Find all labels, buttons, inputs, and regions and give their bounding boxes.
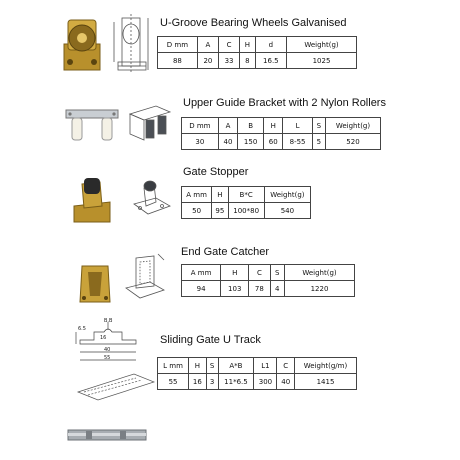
col-header: Weight(g) — [287, 37, 357, 53]
col-header: B — [238, 118, 264, 134]
col-header: H — [221, 265, 249, 281]
end-gate-catcher-photo — [78, 262, 114, 306]
table-header-row — [182, 118, 381, 134]
table-cell: 33 — [219, 53, 240, 69]
table-row — [182, 134, 381, 150]
section-title-u-track: Sliding Gate U Track — [160, 334, 261, 346]
u-track-section-drawing — [74, 318, 154, 366]
table-cell: 16 — [189, 374, 206, 390]
table-cell: 1220 — [285, 281, 355, 297]
col-header: H — [212, 187, 228, 203]
upper-guide-bracket-drawing — [126, 104, 174, 144]
col-header: A — [218, 118, 237, 134]
col-header: A mm — [182, 187, 212, 203]
dim-label: 55 — [104, 355, 111, 361]
spec-table-gate-stopper — [181, 186, 311, 219]
spec-table-u-track — [157, 357, 357, 390]
upper-guide-bracket-photo — [64, 106, 120, 146]
table-cell: 88 — [158, 53, 198, 69]
table-cell: 520 — [325, 134, 380, 150]
u-groove-wheel-photo — [60, 14, 106, 76]
col-header: Weight(g/m) — [295, 358, 357, 374]
table-cell: 3 — [206, 374, 218, 390]
table-header-row — [158, 358, 357, 374]
section-title-gate-stopper: Gate Stopper — [183, 166, 249, 178]
u-track-photo — [66, 424, 148, 446]
table-cell: 1025 — [287, 53, 357, 69]
col-header: A*B — [218, 358, 254, 374]
table-row — [182, 281, 355, 297]
col-header: D mm — [158, 37, 198, 53]
table-cell: 11*6.5 — [218, 374, 254, 390]
table-cell: 20 — [197, 53, 218, 69]
col-header: C — [249, 265, 270, 281]
table-row — [158, 374, 357, 390]
col-header: C — [219, 37, 240, 53]
col-header: Weight(g) — [325, 118, 380, 134]
col-header: S — [206, 358, 218, 374]
col-header: A — [197, 37, 218, 53]
spec-table-upper-guide-bracket — [181, 117, 381, 150]
table-cell: 300 — [254, 374, 277, 390]
table-cell: 78 — [249, 281, 270, 297]
col-header: S — [312, 118, 325, 134]
table-header-row — [182, 265, 355, 281]
col-header: C — [277, 358, 295, 374]
table-cell: 8 — [240, 53, 256, 69]
col-header: S — [270, 265, 284, 281]
table-cell: 55 — [158, 374, 189, 390]
section-title-end-gate-catcher: End Gate Catcher — [181, 246, 270, 258]
end-gate-catcher-drawing — [122, 252, 166, 304]
table-header-row — [182, 187, 311, 203]
spec-table-u-groove — [157, 36, 357, 69]
table-cell: 95 — [212, 203, 228, 219]
col-header: L — [283, 118, 312, 134]
u-groove-wheel-drawing — [112, 12, 152, 76]
dim-label: 6.5 — [78, 326, 86, 332]
gate-stopper-photo — [70, 176, 114, 224]
col-header: Weight(g) — [285, 265, 355, 281]
section-title-u-groove: U-Groove Bearing Wheels Galvanised — [160, 17, 347, 29]
gate-stopper-drawing — [130, 178, 174, 222]
table-cell: 4 — [270, 281, 284, 297]
table-cell: 60 — [263, 134, 282, 150]
table-cell: 30 — [182, 134, 219, 150]
col-header: L mm — [158, 358, 189, 374]
col-header: Weight(g) — [264, 187, 310, 203]
table-cell: 100*80 — [228, 203, 264, 219]
table-header-row — [158, 37, 357, 53]
table-cell: 40 — [277, 374, 295, 390]
dim-label: 40 — [104, 347, 111, 353]
col-header: H — [263, 118, 282, 134]
table-cell: 16.5 — [255, 53, 286, 69]
table-cell: 103 — [221, 281, 249, 297]
col-header: A mm — [182, 265, 221, 281]
table-cell: 5 — [312, 134, 325, 150]
table-cell: 1415 — [295, 374, 357, 390]
dim-label: 16 — [100, 335, 107, 341]
col-header: D mm — [182, 118, 219, 134]
dim-label: B.B — [104, 318, 113, 324]
spec-table-end-gate-catcher — [181, 264, 355, 297]
table-cell: 540 — [264, 203, 310, 219]
section-title-upper-guide-bracket: Upper Guide Bracket with 2 Nylon Rollers — [183, 97, 386, 109]
col-header: H — [240, 37, 256, 53]
table-row — [182, 203, 311, 219]
table-cell: 8-55 — [283, 134, 312, 150]
col-header: H — [189, 358, 206, 374]
table-cell: 94 — [182, 281, 221, 297]
col-header: d — [255, 37, 286, 53]
table-cell: 150 — [238, 134, 264, 150]
table-cell: 50 — [182, 203, 212, 219]
u-track-plan-drawing — [74, 370, 158, 404]
col-header: L1 — [254, 358, 277, 374]
table-row — [158, 53, 357, 69]
table-cell: 40 — [218, 134, 237, 150]
col-header: B*C — [228, 187, 264, 203]
